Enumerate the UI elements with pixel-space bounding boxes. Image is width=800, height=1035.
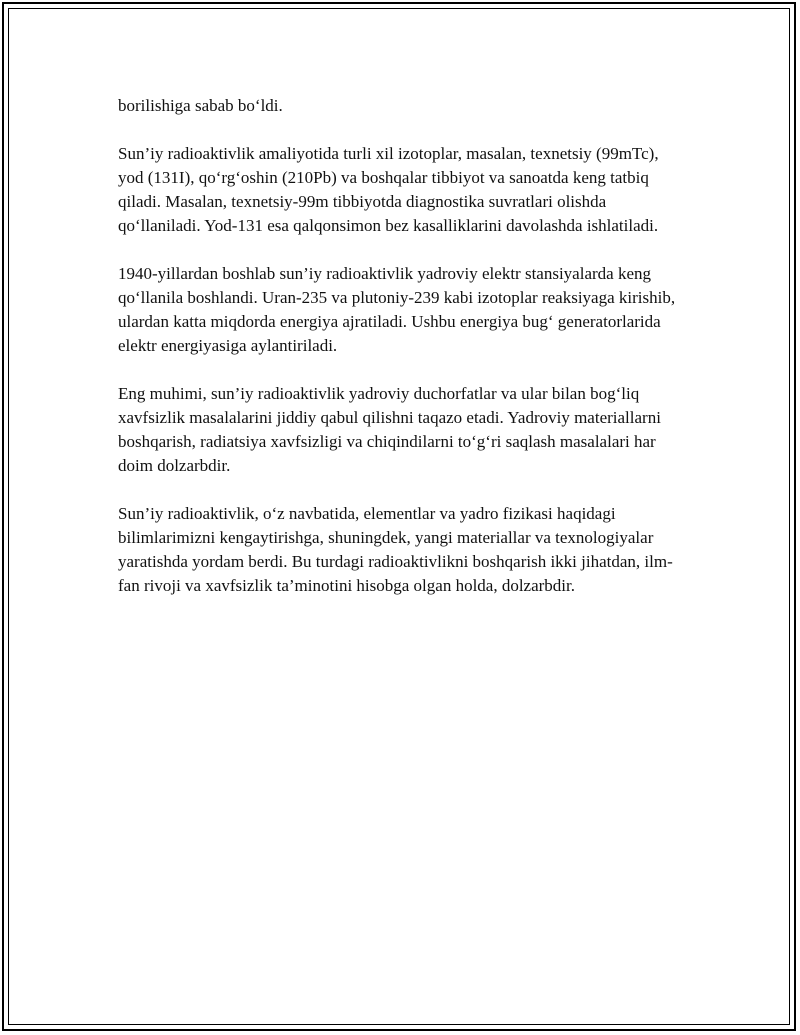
paragraph-1: borilishiga sabab bo‘ldi. xyxy=(118,96,283,115)
paragraph-2: Sun’iy radioaktivlik amaliyotida turli xil izotoplar, masalan, texnetsiy (99mTc), yod (131I), qo‘rg‘oshin (210Pb) va boshqalar tibbiyot va sanoatda keng tatbiq qiladi. Masalan, texnetsiy-99m tibbiyotda diagnostika suvratlari olishda qo‘llaniladi. Yod-131 esa qalqonsimon bez kasalliklarini davolashda ishlatiladi. xyxy=(118,144,659,235)
paragraph-5: Sun’iy radioaktivlik, o‘z navbatida, elementlar va yadro fizikasi haqidagi bilimlarimizni kengaytirishga, shuningdek, yangi materiallar va texnologiyalar yaratishda yordam berdi. Bu turdagi radioaktivlikni boshqarish ikki jihatdan, ilm-fan rivoji va xavfsizlik ta’minotini hisobga olgan holda, dolzarbdir. xyxy=(118,504,673,595)
paragraph-3: 1940-yillardan boshlab sun’iy radioaktivlik yadroviy elektr stansiyalarda keng qo‘llanila boshlandi. Uran-235 va plutoniy-239 kabi izotoplar reaksiyaga kirishib, ulardan katta miqdorda energiya ajratiladi. Ushbu energiya bug‘ generatorlarida elektr energiyasiga aylantiriladi. xyxy=(118,264,676,355)
document-body xyxy=(118,94,688,622)
paragraph-4: Eng muhimi, sun’iy radioaktivlik yadroviy duchorfatlar va ular bilan bog‘liq xavfsizlik masalalarini jiddiy qabul qilishni taqazo etadi. Yadroviy materiallarni boshqarish, radiatsiya xavfsizligi va chiqindilarni to‘g‘ri saqlash masalalari har doim dolzarbdir. xyxy=(118,384,661,475)
